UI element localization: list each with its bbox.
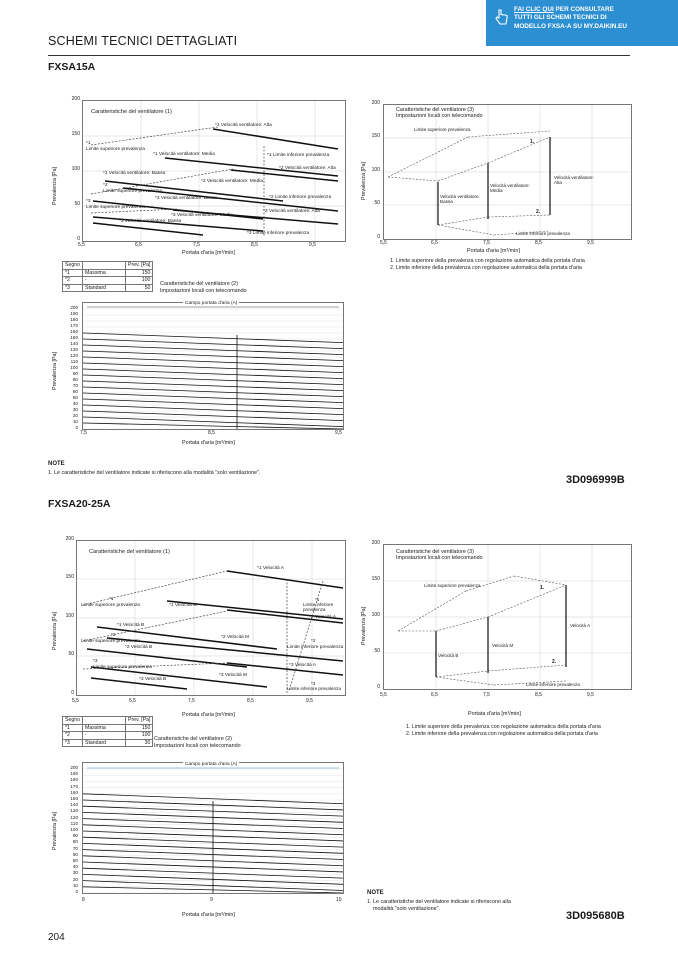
setting-line (83, 399, 343, 409)
label-s1-b: *1 Velocità B (117, 623, 145, 628)
label-s3-b: *3 Velocità B (139, 677, 167, 682)
chart2-yticks (64, 299, 80, 431)
y-tick-label: 150 (70, 335, 78, 340)
chart3-marker1: 1. (530, 139, 535, 145)
y-tick-label: 10 (72, 419, 78, 424)
label-s1-lim-inf: *1 Limite inferiore prevalenza (267, 153, 330, 158)
y-tick-label: 150 (70, 796, 78, 801)
chart2-yticks (64, 759, 80, 895)
chart2-campo: Campo portata d'aria (A) (185, 762, 238, 767)
segno-table: Segno Prev. [Pa] *1 Massima 150 *2 - 100 *3 Standard 30 (62, 716, 153, 747)
setting-line (83, 423, 343, 429)
fan-chart-2-plot (83, 763, 343, 893)
setting-line (83, 417, 343, 427)
y-tick-label: 70 (72, 383, 78, 388)
y-tick-label: 160 (70, 329, 78, 334)
y-tick-label: 160 (70, 789, 78, 795)
setting-line (83, 381, 343, 391)
y-tick-label: 0 (75, 425, 78, 430)
y-tick-label: 50 (72, 395, 78, 400)
chart3-notes: 1. Limite superiore della prevalenza con regolazione automatica della portata d'aria 2. Limite inferiore della prevalenza con regolazione automatica della portata d'aria (406, 724, 601, 738)
setting-line (83, 357, 343, 367)
chart3-xlabel: Portata d'aria [m³/min] (468, 711, 521, 717)
label-s1-a: *1 Velocità A (257, 566, 284, 571)
chart1-title: Caratteristiche del ventilatore (1) (91, 109, 172, 115)
label-s1-media: *1 Velocità ventilatore: Media (153, 152, 215, 157)
label-s1-bassa: *1 Velocità ventilatore: Bassa (103, 171, 166, 176)
y-tick-label: 0 (75, 889, 78, 894)
banner-text[interactable]: FAI CLIC QUI PER CONSULTARE TUTTI GLI SCHEMI TECNICI DI MODELLO FXSA-A SU MY.DAIKIN.EU (514, 6, 628, 30)
chart3-v-bassa: Velocità ventilatore: Bassa (440, 194, 480, 205)
y-tick-label: 30 (72, 407, 78, 412)
header-divider (48, 55, 630, 56)
setting-line (83, 339, 343, 349)
chart2-campo: Campo portata d'aria (A) (185, 301, 238, 306)
chart1-ylabel: Prevalenza [Pa] (52, 166, 58, 205)
label-s3-lim-sup: *3 Limite superiore prevalenza (93, 659, 152, 670)
fan-chart-3-plot (384, 105, 631, 239)
label-s1-lim-sup: *1 Limite superiore prevalenza (86, 141, 145, 152)
setting-line (83, 393, 343, 403)
label-s3-lim-sup: *3 Limite superiore prevalenza (86, 199, 145, 210)
fan-chart-2 (82, 302, 344, 430)
y-tick-label: 20 (72, 413, 78, 418)
y-tick-label: 50 (72, 858, 78, 863)
label-s2-a: *2 Velocità A (309, 615, 336, 620)
label-s2-lim-inf: *2 Limite inferiore prevalenza (269, 195, 332, 200)
y-tick-label: 100 (70, 827, 78, 832)
label-s3-lim-inf: *3 Limite inferiore prevalenza (247, 231, 310, 236)
fan-chart-2 (82, 762, 344, 894)
label-s2-alta: *2 Velocità ventilatore: Alta (279, 166, 336, 171)
chart2-xlabel: Portata d'aria [m³/min] (182, 912, 235, 918)
y-tick-label: 190 (70, 311, 78, 316)
label-s1-m: *1 Velocità M (169, 603, 197, 608)
segno-table: Segno Prev. [Pa] *1 Massima 150 *2 - 100 *3 Standard 50 (62, 261, 153, 292)
chart3-yticks: 200 150 100 50 0 (371, 540, 380, 690)
y-tick-label: 90 (72, 833, 78, 839)
chart1-title: Caratteristiche del ventilatore (1) (89, 549, 170, 555)
label-s3-bassa: *3 Velocità ventilatore: Bassa (119, 219, 182, 224)
note-heading: NOTE (367, 890, 384, 896)
fan-chart-2-plot (83, 303, 343, 429)
note-heading: NOTE (48, 461, 65, 467)
fan-chart-1 (82, 100, 346, 242)
chart1-xlabel: Portata d'aria [m³/min] (182, 712, 235, 718)
y-tick-label: 70 (72, 845, 78, 851)
chart2-caption: Caratteristiche del ventilatore (2) Impostazioni locali con telecomando (154, 736, 241, 749)
label-s2-lim-sup: *2 Limite superiore prevalenza (81, 633, 140, 644)
chart3-xlabel: Portata d'aria [m³/min] (467, 248, 520, 254)
y-tick-label: 140 (70, 802, 78, 808)
setting-line (83, 333, 343, 343)
chart1-yticks: 200 150 100 50 0 (65, 536, 74, 696)
label-s3-media: *3 Velocità ventilatore: Media (171, 213, 233, 218)
y-tick-label: 170 (70, 323, 78, 328)
y-tick-label: 170 (70, 783, 78, 789)
chart3-v-alta: Velocità ventilatore: Alta (554, 175, 594, 186)
page-title: SCHEMI TECNICI DETTAGLIATI (48, 34, 238, 48)
y-tick-label: 130 (70, 808, 78, 814)
y-tick-label: 190 (70, 771, 78, 777)
label-s3-lim-inf: *3 Limite inferiore prevalenza (287, 681, 341, 692)
fan-chart-3 (383, 544, 632, 690)
y-tick-label: 60 (72, 851, 78, 857)
chart2-caption: Caratteristiche del ventilatore (2) Impostazioni locali con telecomando (160, 281, 247, 294)
chart3-lim-sup: Limite superiore prevalenza (414, 127, 471, 132)
setting-line (83, 411, 343, 421)
fan-chart-1-plot (77, 541, 345, 695)
label-s2-media: *2 Velocità ventilatore: Media (201, 179, 263, 184)
banner-link[interactable]: FAI CLIC QUI (514, 6, 554, 13)
y-tick-label: 120 (70, 814, 78, 820)
chart3-v-media: Velocità ventilatore: Media (490, 183, 530, 194)
setting-line (83, 369, 343, 379)
setting-line (83, 363, 343, 373)
label-s2-lim-inf: *2 Limite inferiore prevalenza (287, 639, 344, 650)
drawing-code: 3D096999B (566, 474, 625, 486)
chart3-yticks: 200 150 100 50 0 (371, 100, 380, 240)
chart1-ylabel: Prevalenza [Pa] (52, 611, 58, 650)
chart3-lim-inf: Limite inferiore prevalenza (526, 682, 580, 687)
y-tick-label: 180 (70, 317, 78, 322)
y-tick-label: 130 (70, 347, 78, 352)
y-tick-label: 110 (70, 359, 78, 364)
setting-line (83, 405, 343, 415)
model-title-fxsa15a: FXSA15A (48, 61, 96, 73)
y-tick-label: 20 (72, 876, 78, 882)
s1-alta-line (213, 129, 338, 149)
chart3-v-a: Velocità A (570, 623, 591, 628)
chart1-yticks: 200 150 100 50 0 (71, 96, 80, 242)
chart3-lim-sup: Limite superiore prevalenza (424, 583, 481, 588)
chart3-v-b: Velocità B (438, 653, 459, 658)
chart3-title: Caratteristiche del ventilatore (3) Impostazioni locali con telecomando (396, 549, 483, 562)
y-tick-label: 80 (72, 839, 78, 845)
chart2-xlabel: Portata d'aria [m³/min] (182, 440, 235, 446)
label-s3-a: *3 Velocità A (289, 663, 316, 668)
chart1-xlabel: Portata d'aria [m³/min] (182, 250, 235, 256)
y-tick-label: 100 (70, 365, 78, 370)
chart3-lim-inf: Limite inferiore prevalenza (516, 231, 570, 236)
note-text: 1. Le caratteristiche del ventilatore indicate si riferiscono alla modalità "solo ventilazione". (48, 470, 261, 476)
fan-chart-3 (383, 104, 632, 240)
model-title-fxsa20-25a: FXSA20-25A (48, 498, 111, 510)
drawing-code: 3D095680B (566, 910, 625, 922)
y-tick-label: 10 (72, 882, 78, 888)
y-tick-label: 40 (72, 864, 78, 870)
chart3-marker2: 2. (552, 659, 557, 665)
setting-line (83, 351, 343, 361)
fan-chart-1 (76, 540, 346, 696)
page-number: 204 (48, 932, 65, 943)
y-tick-label: 90 (72, 371, 78, 376)
y-tick-label: 200 (70, 765, 78, 770)
setting-line (83, 375, 343, 385)
setting-line (83, 345, 343, 355)
fan-chart-3-plot (384, 545, 631, 689)
y-tick-label: 120 (70, 353, 78, 358)
label-s2-bassa: *2 Velocità ventilatore: Bassa (155, 196, 218, 201)
hand-pointer-icon (494, 9, 509, 27)
y-tick-label: 30 (72, 870, 78, 876)
myDaikin-banner[interactable] (486, 0, 678, 46)
chart2-ylabel: Prevalenza [Pa] (52, 811, 58, 850)
chart3-notes: 1. Limite superiore della prevalenza con regolazione automatica della portata d'aria 2. Limite inferiore della prevalenza con regolazione automatica della portata d'aria (390, 258, 585, 272)
chart3-marker2: 2. (536, 209, 541, 215)
y-tick-label: 110 (70, 820, 78, 826)
setting-line (83, 387, 343, 397)
y-tick-label: 140 (70, 341, 78, 346)
label-s1-lim-inf: *1 Limite inferiore prevalenza (303, 597, 334, 613)
label-s2-m: *2 Velocità M (221, 635, 249, 640)
y-tick-label: 180 (70, 777, 78, 783)
chart3-v-m: Velocità M (492, 643, 514, 648)
chart2-ylabel: Prevalenza [Pa] (52, 351, 58, 390)
label-s2-b: *2 Velocità B (125, 645, 153, 650)
chart3-ylabel: Prevalenza [Pa] (361, 161, 367, 200)
y-tick-label: 60 (72, 389, 78, 394)
label-s1-alta: *1 Velocità ventilatore: Alta (215, 123, 272, 128)
y-tick-label: 80 (72, 377, 78, 382)
y-tick-label: 200 (70, 305, 78, 310)
label-s3-m: *3 Velocità M (219, 673, 247, 678)
chart3-title: Caratteristiche del ventilatore (3) Impostazioni locali con telecomando (396, 107, 483, 120)
y-tick-label: 40 (72, 401, 78, 406)
label-s2-lim-sup: *2 Limite superiore prevalenza (103, 183, 162, 194)
label-s3-alta: *3 Velocità ventilatore: Alta (263, 209, 320, 214)
label-s1-lim-sup: *1 Limite superiore prevalenza (81, 597, 140, 608)
chart3-marker1: 1. (540, 585, 545, 591)
note-text: 1. Le caratteristiche del ventilatore indicate si riferiscono alla modalità "solo ventilazione". (367, 899, 511, 912)
chart3-ylabel: Prevalenza [Pa] (361, 606, 367, 645)
